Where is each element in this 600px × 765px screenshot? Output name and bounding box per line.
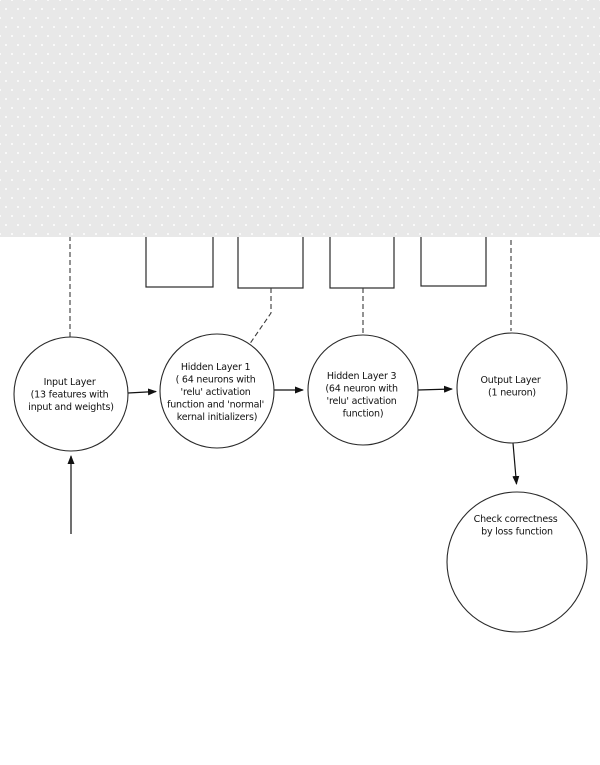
dashed-link-box2-to-hidden1 — [249, 288, 271, 345]
flow-arrows — [71, 389, 517, 534]
flow-node-check-correctness — [447, 492, 587, 632]
flow-node-output-layer-label: Output Layer (1 neuron) — [480, 375, 541, 399]
flow-node-hidden-layer-1-label: Hidden Layer 1 ( 64 neurons with 'relu' activation function and 'normal' kernal initializers) — [167, 362, 265, 423]
flow-node-input-layer-label: Input Layer (13 features with input and weights) — [28, 377, 114, 413]
gray-overlay-notch — [0, 0, 36, 16]
arrow-output-to-check — [513, 443, 517, 484]
gray-overlay — [0, 0, 600, 237]
flow-node-check-correctness-label: Check correctness by loss function — [473, 514, 558, 538]
arrow-input-to-hidden1 — [128, 392, 156, 394]
flow-nodes — [14, 333, 587, 632]
flow-node-hidden-layer-3-label: Hidden Layer 3 (64 neuron with 'relu' activation function) — [325, 371, 398, 420]
arrow-hidden3-to-output — [418, 389, 452, 390]
